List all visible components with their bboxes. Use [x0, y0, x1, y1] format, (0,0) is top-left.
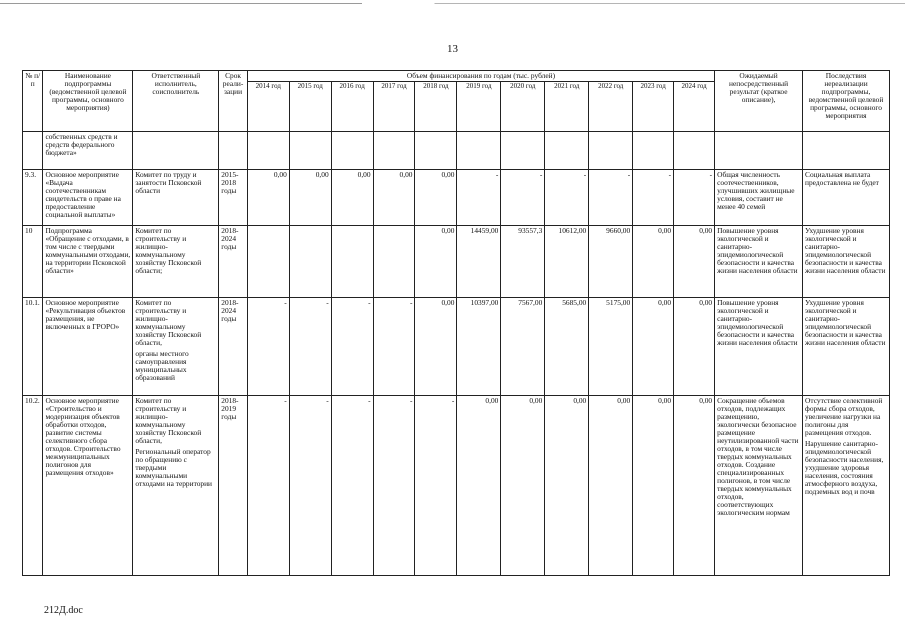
funding-value: -: [331, 298, 373, 396]
funding-value: -: [247, 298, 289, 396]
header-year: 2020 год: [501, 82, 545, 132]
header-num: № п/п: [23, 71, 43, 132]
co-executor-text: Региональный оператор по обращению с твердыми коммунальными отходами на территории: [135, 446, 213, 488]
funding-value: -: [289, 298, 331, 396]
funding-value: 0,00: [633, 396, 674, 576]
row-result: Общая численность соотечественников, улучшивших жилищные условия, составит не менее 40 семей: [715, 170, 803, 226]
funding-value: 0,00: [674, 226, 715, 298]
funding-value: [373, 226, 415, 298]
funding-value: [331, 132, 373, 170]
consequences-text-extra: Нарушение санитарно-эпидемиологической безопасности населения, ухудшение здоровья населения, состояния атмосферного воздуха, подземных вод и почв: [805, 438, 884, 496]
funding-value: [589, 132, 633, 170]
row-name: Основное мероприятие «Выдача соотечественникам свидетельств о праве на предоставление социальной выплаты»: [43, 170, 133, 226]
row-period: [219, 132, 248, 170]
consequences-text: Социальная выплата предоставлена не будет: [805, 170, 879, 187]
funding-value: 10612,00: [545, 226, 589, 298]
row-executor: [133, 226, 219, 298]
header-consequences: Последствия нереализации подпрограммы, ведомственной целевой программы, основного мероприятия: [803, 71, 890, 132]
row-result: Сокращение объемов отходов, подлежащих размещению, экологически безопасное размещение неутилизированной части отходов, в том числе твердых коммунальных отходов. Создание специализированных полигонов, в том числе твердых коммунальных отходов, соответствующих экологическим нормам: [715, 396, 803, 576]
executor-text: Комитет по строительству и жилищно-коммунальному хозяйству Псковской области;: [135, 226, 202, 275]
funding-value: -: [633, 170, 674, 226]
co-executor-text: органы местного самоуправления муниципальных образований: [135, 348, 189, 382]
row-consequences: [803, 132, 890, 170]
header-year: 2016 год: [331, 82, 373, 132]
table-row: [23, 396, 890, 576]
table-row: [23, 298, 890, 396]
funding-value: [289, 132, 331, 170]
funding-value: 0,00: [331, 170, 373, 226]
executor-text: Комитет по строительству и жилищно-коммунальному хозяйству Псковской области,: [135, 396, 202, 445]
executor-text: Комитет по строительству и жилищно-коммунальному хозяйству Псковской области,: [135, 298, 202, 347]
header-year: 2018 год: [415, 82, 457, 132]
row-executor: [133, 396, 219, 576]
row-consequences: [803, 170, 890, 226]
funding-value: [457, 132, 501, 170]
header-year: 2014 год: [247, 82, 289, 132]
funding-value: -: [247, 396, 289, 576]
header-year: 2017 год: [373, 82, 415, 132]
row-number: [23, 132, 43, 170]
funding-value: 0,00: [373, 170, 415, 226]
funding-value: [633, 132, 674, 170]
funding-value: 5175,00: [589, 298, 633, 396]
consequences-text: Ухудшение уровня экологической и санитарно-эпидемиологической безопасности и качества жизни населения области: [805, 226, 886, 275]
row-name: собственных средств и средств федерального бюджета»: [43, 132, 133, 170]
funding-value: 93557,3: [501, 226, 545, 298]
funding-value: 0,00: [415, 226, 457, 298]
row-number: 10.1.: [23, 298, 43, 396]
table-row: [23, 170, 890, 226]
header-funding: Объем финансирования по годам (тыс. рублей): [247, 71, 714, 82]
scan-edge-line: [0, 3, 905, 4]
row-name: Подпрограмма «Обращение с отходами, в том числе с твердыми коммунальными отходами, на территории Псковской области»: [43, 226, 133, 298]
funding-value: [545, 132, 589, 170]
row-period: 2018-2019 годы: [219, 396, 248, 576]
funding-value: 0,00: [289, 170, 331, 226]
table-row: [23, 132, 890, 170]
row-number: 10.2.: [23, 396, 43, 576]
funding-value: 0,00: [589, 396, 633, 576]
funding-value: 0,00: [633, 298, 674, 396]
header-year: 2024 год: [674, 82, 715, 132]
funding-value: [247, 132, 289, 170]
funding-value: 0,00: [633, 226, 674, 298]
row-number: 10: [23, 226, 43, 298]
row-executor: [133, 298, 219, 396]
funding-value: 0,00: [674, 396, 715, 576]
header-result: Ожидаемый непосредственный результат (краткое описание),: [715, 71, 803, 132]
row-result: Повышение уровня экологической и санитарно-эпидемиологической безопасности и качества жизни населения области: [715, 298, 803, 396]
table-body: [23, 132, 890, 576]
funding-value: -: [415, 396, 457, 576]
consequences-text: Ухудшение уровня экологической и санитарно-эпидемиологической безопасности и качества жизни населения области: [805, 298, 886, 347]
row-number: 9.3.: [23, 170, 43, 226]
funding-value: 0,00: [501, 396, 545, 576]
row-period: 2018-2024 годы: [219, 226, 248, 298]
row-name: Основное мероприятие «Рекультивация объектов размещения, не включенных в ГРОРО»: [43, 298, 133, 396]
funding-value: -: [501, 170, 545, 226]
header-executor: Ответственный исполнитель, соисполнитель: [133, 71, 219, 132]
funding-value: [331, 226, 373, 298]
funding-value: -: [289, 396, 331, 576]
funding-value: 5685,00: [545, 298, 589, 396]
funding-value: 0,00: [457, 396, 501, 576]
funding-value: 9660,00: [589, 226, 633, 298]
funding-value: -: [674, 170, 715, 226]
header-year: 2021 год: [545, 82, 589, 132]
executor-text: Комитет по труду и занятости Псковской области: [135, 170, 202, 195]
funding-value: 0,00: [415, 170, 457, 226]
footer-filename: 212Д.doc: [44, 605, 83, 616]
page-number: 13: [447, 43, 458, 55]
funding-value: -: [373, 298, 415, 396]
header-period: Срок реали-зации: [219, 71, 248, 132]
header-year: 2022 год: [589, 82, 633, 132]
financing-table: [22, 70, 890, 576]
funding-value: [415, 132, 457, 170]
funding-value: [501, 132, 545, 170]
consequences-text: Отсутствие селективной формы сбора отходов, увеличение нагрузки на полигоны для размещения отходов.: [805, 396, 883, 437]
row-period: 2015-2018 годы: [219, 170, 248, 226]
funding-value: [247, 226, 289, 298]
funding-value: 0,00: [545, 396, 589, 576]
funding-value: [674, 132, 715, 170]
table-row: [23, 226, 890, 298]
header-year: 2015 год: [289, 82, 331, 132]
row-result: Повышение уровня экологической и санитарно-эпидемиологической безопасности и качества жизни населения области: [715, 226, 803, 298]
row-consequences: [803, 396, 890, 576]
funding-value: -: [373, 396, 415, 576]
funding-value: 14459,00: [457, 226, 501, 298]
header-year: 2019 год: [457, 82, 501, 132]
row-name: Основное мероприятие «Строительство и модернизация объектов обработки отходов, развитие системы селективного сбора отходов. Строительство межмуниципальных полигонов для размещения отходов»: [43, 396, 133, 576]
header-name: Наименование подпрограммы (ведомственной целевой программы, основного мероприятия): [43, 71, 133, 132]
funding-value: 10397,00: [457, 298, 501, 396]
row-result: [715, 132, 803, 170]
row-consequences: [803, 226, 890, 298]
funding-value: 0,00: [674, 298, 715, 396]
funding-value: -: [457, 170, 501, 226]
row-consequences: [803, 298, 890, 396]
header-year: 2023 год: [633, 82, 674, 132]
funding-value: [289, 226, 331, 298]
row-executor: [133, 170, 219, 226]
row-period: 2018-2024 годы: [219, 298, 248, 396]
funding-value: -: [589, 170, 633, 226]
funding-value: 0,00: [415, 298, 457, 396]
funding-value: 7567,00: [501, 298, 545, 396]
funding-value: [373, 132, 415, 170]
row-executor: [133, 132, 219, 170]
funding-value: -: [331, 396, 373, 576]
funding-value: 0,00: [247, 170, 289, 226]
funding-value: -: [545, 170, 589, 226]
